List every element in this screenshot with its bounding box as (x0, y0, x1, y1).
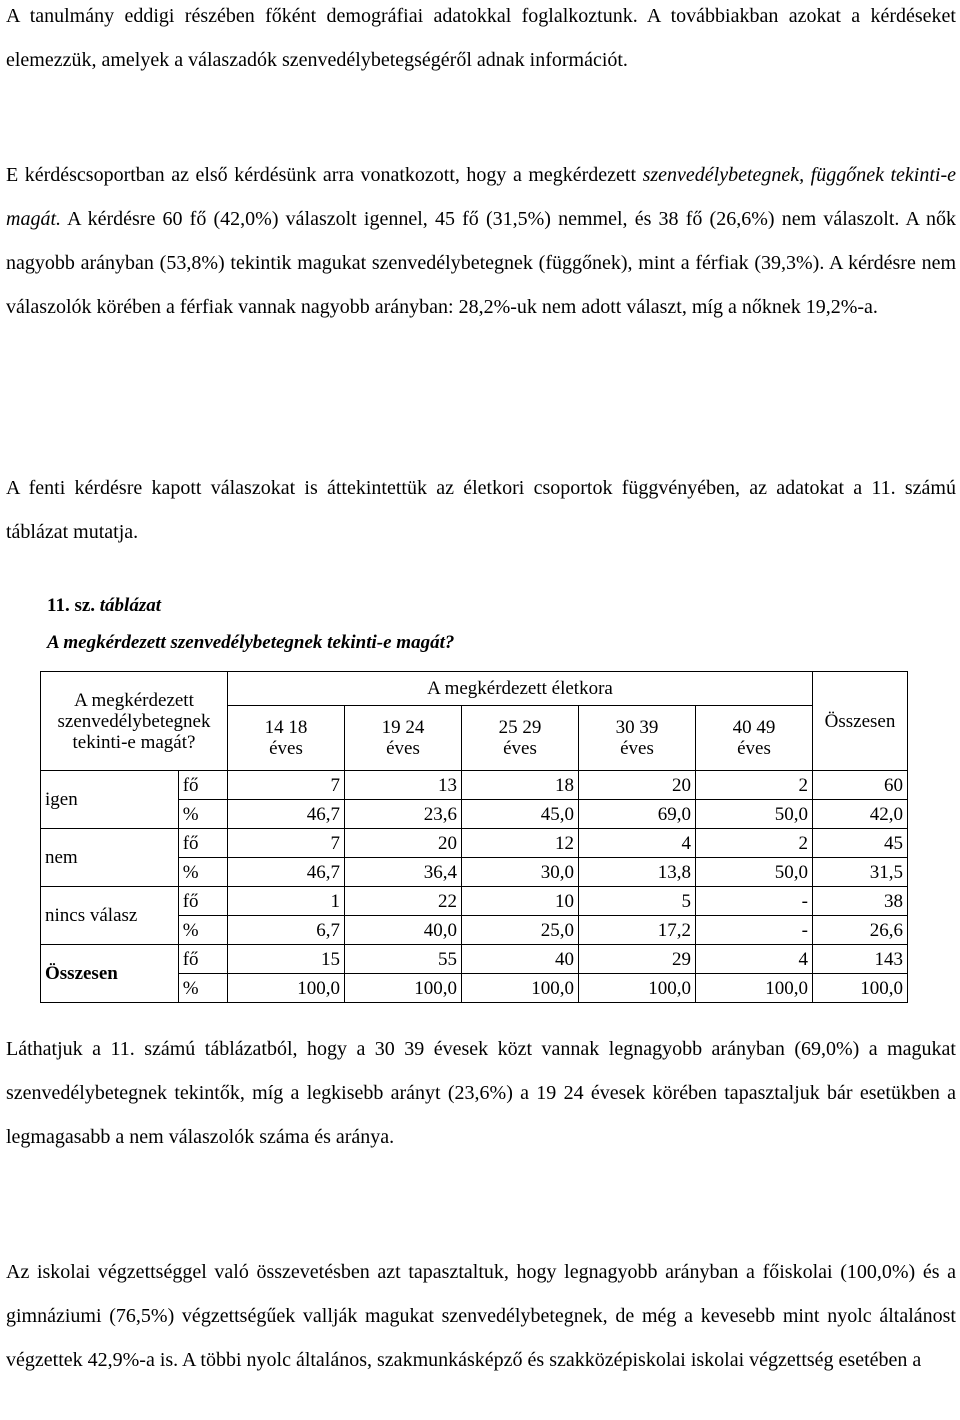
table-number: 11. sz. (47, 595, 96, 616)
table-cell: 7 (228, 771, 345, 800)
table-row (41, 887, 908, 916)
table-cell: 36,4 (345, 858, 462, 887)
table-head-total: Összesen (813, 672, 908, 771)
age-table (40, 671, 908, 1003)
paragraph-first-question-text: E kérdéscsoportban az első kérdésünk arra vonatkozott, hogy a megkérdezett (6, 164, 643, 186)
table-cell: 5 (579, 887, 696, 916)
age-range-label: 19 24 (381, 717, 425, 739)
table-cell: 69,0 (579, 800, 696, 829)
age-unit-label: éves (503, 738, 537, 760)
paragraph-first-question (6, 153, 956, 329)
age-group-header (696, 706, 813, 771)
age-group-header (345, 706, 462, 771)
table-cell: 46,7 (228, 858, 345, 887)
table-cell: 7 (228, 829, 345, 858)
total-cell: 26,6 (813, 916, 908, 945)
table-cell: 29 (579, 945, 696, 974)
paragraph-table-intro-text: A fenti kérdésre kapott válaszokat is áttekintettük az életkori csoportok függvényében, az adatokat a 11. számú táblázat mutatja. (6, 477, 956, 543)
paragraph-table-intro (6, 466, 956, 554)
age-group-header (579, 706, 696, 771)
paragraph-education (6, 1250, 956, 1382)
question-italic-text: szenvedélybetegnek, függőnek tekinti-e magát. (6, 164, 956, 230)
table-cell: 30,0 (462, 858, 579, 887)
table-cell: 23,6 (345, 800, 462, 829)
table-cell: 100,0 (579, 974, 696, 1003)
total-cell: 60 (813, 771, 908, 800)
table-cell: 50,0 (696, 858, 813, 887)
table-cell: 100,0 (462, 974, 579, 1003)
table-cell: 25,0 (462, 916, 579, 945)
table-body (41, 771, 908, 1003)
group-label: igen (41, 771, 179, 829)
table-caption-number (47, 594, 161, 618)
table-cell: 4 (579, 829, 696, 858)
table-cell: 15 (228, 945, 345, 974)
table-cell: 22 (345, 887, 462, 916)
table-cell: 50,0 (696, 800, 813, 829)
paragraph-first-question-results: A kérdésre 60 fő (42,0%) válaszolt igennel, 45 fő (31,5%) nemmel, és 38 fő (26,6%) nem válaszolt. A nők nagyobb arányban (53,8%) tekintik magukat szenvedélybetegnek (függőnek), mint a férfiak (39,3%). A kérdésre nem válaszolók körében a férfiak vannak nagyobb arányban: 28,2%-uk nem adott választ, míg a nőknek 19,2%-a. (6, 208, 956, 318)
unit-label: % (178, 800, 227, 829)
table-cell: 100,0 (228, 974, 345, 1003)
table-cell: 40 (462, 945, 579, 974)
table-cell: 100,0 (345, 974, 462, 1003)
table-cell: 46,7 (228, 800, 345, 829)
table-cell: 2 (696, 771, 813, 800)
table-cell: 4 (696, 945, 813, 974)
age-range-label: 30 39 (615, 717, 659, 739)
group-label: Összesen (41, 945, 179, 1003)
table-cell: 10 (462, 887, 579, 916)
paragraph-table-analysis-text: Láthatjuk a 11. számú táblázatból, hogy a 30 39 évesek közt vannak legnagyobb arányban (69,0%) a magukat szenvedélybetegnek tekintők, míg a legkisebb arányt (23,6%) a 19 24 évesek körében tapasztaljuk bár esetükben a legmagasabb a nem válaszolók száma és aránya. (6, 1038, 956, 1148)
unit-label: fő (178, 771, 227, 800)
age-unit-label: éves (737, 738, 771, 760)
table-cell: - (696, 887, 813, 916)
total-cell: 42,0 (813, 800, 908, 829)
paragraph-education-text: Az iskolai végzettséggel való összevetésben azt tapasztaltuk, hogy legnagyobb arányban a főiskolai (100,0%) és a gimnáziumi (76,5%) végzettségűek vallják magukat szenvedélybetegnek, de még a kevesebb mint nyolc általánost végzettek 42,9%-a is. A többi nyolc általános, szakmunkásképző és szakközépiskolai iskolai végzettség esetében a (6, 1261, 956, 1371)
table-cell: 17,2 (579, 916, 696, 945)
age-unit-label: éves (269, 738, 303, 760)
paragraph-intro-text: A tanulmány eddigi részében főként demográfiai adatokkal foglalkoztunk. A továbbiakban azokat a kérdéseket elemezzük, amelyek a válaszadók szenvedélybetegségéről adnak információt. (6, 5, 956, 71)
age-range-label: 25 29 (498, 717, 542, 739)
group-label: nem (41, 829, 179, 887)
table-head-age: A megkérdezett életkora (228, 672, 813, 706)
total-cell: 31,5 (813, 858, 908, 887)
age-group-header (462, 706, 579, 771)
table-label: táblázat (99, 595, 162, 616)
unit-label: fő (178, 829, 227, 858)
unit-label: fő (178, 945, 227, 974)
table-cell: 45,0 (462, 800, 579, 829)
table-cell: 20 (579, 771, 696, 800)
age-range-label: 40 49 (732, 717, 776, 739)
table-cell: 40,0 (345, 916, 462, 945)
age-unit-label: éves (386, 738, 420, 760)
total-cell: 100,0 (813, 974, 908, 1003)
table-cell: 13,8 (579, 858, 696, 887)
table-cell: 2 (696, 829, 813, 858)
total-cell: 143 (813, 945, 908, 974)
group-label: nincs válasz (41, 887, 179, 945)
table-cell: 6,7 (228, 916, 345, 945)
table-cell: 100,0 (696, 974, 813, 1003)
table-cell: - (696, 916, 813, 945)
table-cell: 13 (345, 771, 462, 800)
age-range-label: 14 18 (264, 717, 308, 739)
table-cell: 12 (462, 829, 579, 858)
age-group-header (228, 706, 345, 771)
table-cell: 1 (228, 887, 345, 916)
table-head-question: A megkérdezett szenvedélybetegnek tekinti-e magát? (41, 672, 228, 771)
paragraph-table-analysis (6, 1027, 956, 1159)
paragraph-intro (6, 0, 956, 82)
table-caption-title: A megkérdezett szenvedélybetegnek tekinti-e magát? (47, 632, 455, 653)
unit-label: % (178, 858, 227, 887)
total-cell: 45 (813, 829, 908, 858)
table-cell: 20 (345, 829, 462, 858)
total-cell: 38 (813, 887, 908, 916)
unit-label: % (178, 916, 227, 945)
table-row (41, 829, 908, 858)
table-cell: 55 (345, 945, 462, 974)
table-row (41, 945, 908, 974)
table-cell: 18 (462, 771, 579, 800)
table-row (41, 771, 908, 800)
unit-label: % (178, 974, 227, 1003)
unit-label: fő (178, 887, 227, 916)
age-unit-label: éves (620, 738, 654, 760)
